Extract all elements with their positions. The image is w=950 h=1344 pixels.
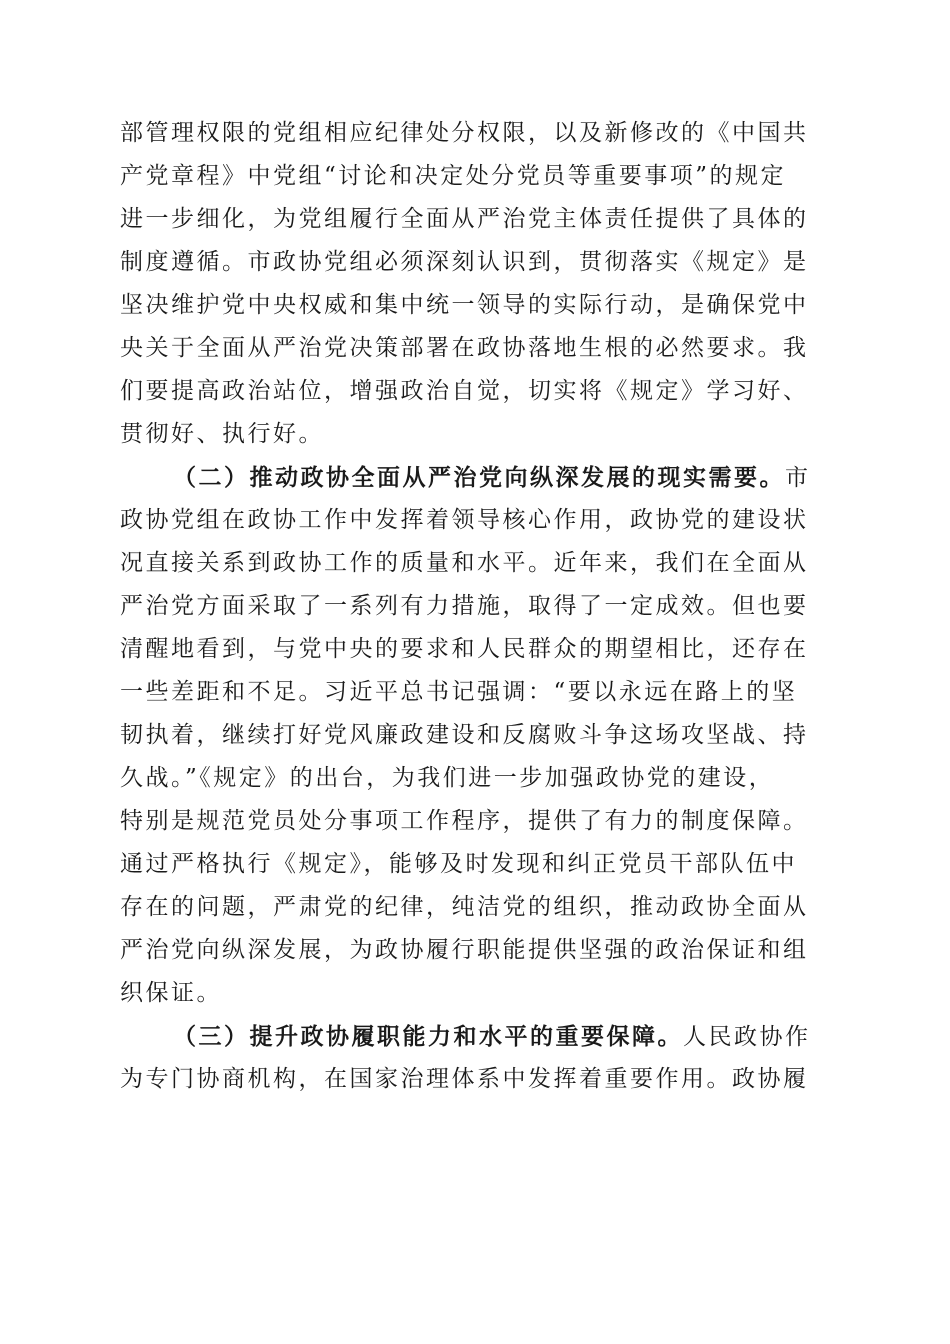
text-line: 进一步细化，为党组履行全面从严治党主体责任提供了具体的 bbox=[120, 206, 809, 232]
section-2-first-line bbox=[120, 456, 825, 499]
text-line: 况直接关系到政协工作的质量和水平。近年来，我们在全面从 bbox=[120, 550, 809, 576]
text-line: 部管理权限的党组相应纪律处分权限，以及新修改的《中国共 bbox=[120, 120, 809, 146]
text-line: 产党章程》中党组“讨论和决定处分党员等重要事项”的规定 bbox=[120, 163, 787, 189]
section-2-tail: 市 bbox=[785, 465, 811, 491]
text-line: 严治党方面采取了一系列有力措施，取得了一定成效。但也要 bbox=[120, 593, 809, 619]
text-line: 清醒地看到，与党中央的要求和人民群众的期望相比，还存在 bbox=[120, 636, 809, 662]
text-line: 们要提高政治站位，增强政治自觉，切实将《规定》学习好、 bbox=[120, 378, 809, 404]
text-line: 贯彻好、执行好。 bbox=[120, 421, 324, 447]
text-line: 为专门协商机构，在国家治理体系中发挥着重要作用。政协履 bbox=[120, 1066, 809, 1092]
text-line: 制度遵循。市政协党组必须深刻认识到，贯彻落实《规定》是 bbox=[120, 249, 809, 275]
text-line: 央关于全面从严治党决策部署在政协落地生根的必然要求。我 bbox=[120, 335, 809, 361]
text-line: 织保证。 bbox=[120, 980, 222, 1006]
text-line: 通过严格执行《规定》，能够及时发现和纠正党员干部队伍中 bbox=[120, 851, 797, 877]
section-3-tail: 人民政协作 bbox=[683, 1024, 811, 1050]
text-line: 政协党组在政协工作中发挥着领导核心作用，政协党的建设状 bbox=[120, 507, 809, 533]
text-line: 坚决维护党中央权威和集中统一领导的实际行动，是确保党中 bbox=[120, 292, 809, 318]
text-line: 一些差距和不足。习近平总书记强调：“要以永远在路上的坚 bbox=[120, 679, 798, 705]
text-line: 存在的问题，严肃党的纪律，纯洁党的组织，推动政协全面从 bbox=[120, 894, 809, 920]
text-line: 严治党向纵深发展，为政协履行职能提供坚强的政治保证和组 bbox=[120, 937, 809, 963]
section-3-first-line bbox=[120, 1015, 825, 1058]
text-line: 久战。”《规定》的出台，为我们进一步加强政协党的建设， bbox=[120, 765, 775, 791]
section-3-heading: （三）提升政协履职能力和水平的重要保障。 bbox=[173, 1023, 683, 1050]
text-line: 特别是规范党员处分事项工作程序，提供了有力的制度保障。 bbox=[120, 808, 809, 834]
document-body bbox=[120, 112, 825, 1101]
text-line: 韧执着，继续打好党风廉政建设和反腐败斗争这场攻坚战、持 bbox=[120, 722, 809, 748]
section-2-heading: （二）推动政协全面从严治党向纵深发展的现实需要。 bbox=[173, 464, 785, 491]
